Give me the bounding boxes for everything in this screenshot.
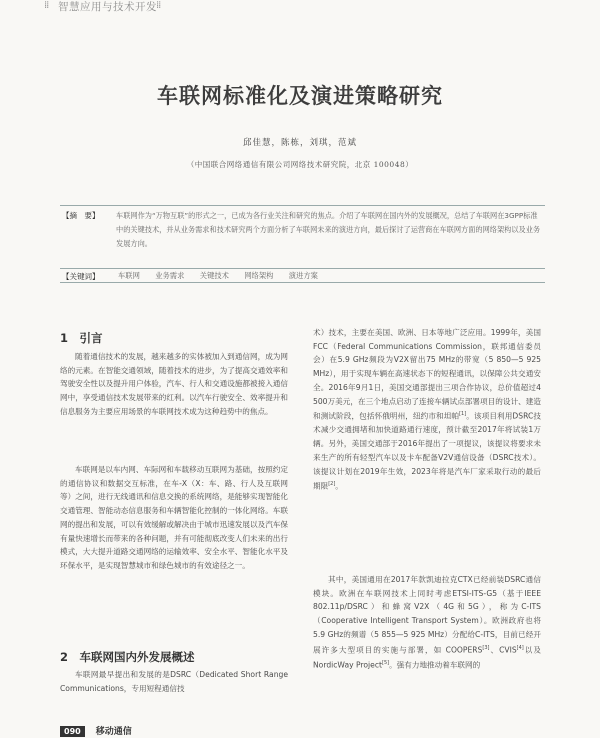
body-paragraph	[313, 326, 541, 494]
authors: 邱佳慧，陈栋，刘琪，范斌	[242, 138, 357, 148]
text-run: 。强有力地推动着车联网的	[389, 660, 481, 670]
keywords-row	[60, 268, 545, 283]
keyword: 演进方案	[288, 271, 318, 280]
journal-name: 移动通信	[95, 727, 132, 737]
text-run: 。	[335, 481, 343, 491]
body-paragraph: 车联网最早提出和发展的是DSRC（Dedicated Short Range Communications，专用短程通信技	[60, 670, 288, 693]
text-run: 其中，美国通用在2017年款凯迪拉克CTX已经前装DSRC通信模块。欧洲在车联网技术上同时考虑ETSI-ITS-G5（基于IEEE 802.11p/DSRC）和蜂窝V2X（4G和5G），称为C-ITS（Cooperative Intelligent Transport System）。欧洲政府也将5.9 GHz的频谱（5 855—5 925 MHz）分配给C-ITS，目前已经开展许多大型项目的实施与部署，如 COOPERS	[313, 575, 541, 655]
text-run: 以及NordicWay Project	[313, 645, 541, 670]
citation: [3]	[482, 644, 490, 651]
keyword: 关键技术	[199, 271, 229, 280]
header-decoration: ⁞⁞	[156, 0, 161, 11]
keywords-tag: 【关键词】	[62, 272, 100, 281]
keyword: 车联网	[118, 271, 140, 280]
keyword: 业务需求	[155, 271, 185, 280]
page-footer	[60, 719, 132, 738]
body-paragraph	[313, 573, 541, 672]
text-run: 。该项目利用DSRC技术减少交通拥堵和加快道路通行速度，预计截至2017年将试装1万辆。另外，美国交通部于2016年提出了一项提议，该提议将要求未来生产的所有轻型汽车以及卡车配备V2V通信设备（DSRC技术）。该提议计划在2019年生效，2023年将是汽车厂家采取行动的最后期限	[313, 411, 541, 491]
abstract-text: 车联网作为“万物互联”的形式之一，已成为各行业关注和研究的焦点。介绍了车联网在国内外的发展概况，总结了车联网在3GPP标准中的关键技术，并从业务需求和技术研究两个方面分析了车联网未来的演进方向，最后探讨了运营商在车联网方面的网络架构以及业务发展方向。	[116, 211, 541, 248]
citation: [5]	[382, 659, 390, 666]
citation: [1]	[459, 411, 467, 418]
article-title: 车联网标准化及演进策略研究	[157, 84, 443, 108]
section-heading-introduction: 1 引言	[60, 331, 103, 345]
citation: [4]	[516, 644, 524, 651]
page-number: 090	[60, 726, 85, 737]
keywords-list	[118, 271, 331, 281]
text-run: 、CVIS	[489, 645, 517, 655]
affiliation: （中国联合网络通信有限公司网络技术研究院，北京 100048）	[186, 160, 414, 169]
body-paragraph: 车联网是以车内网、车际网和车载移动互联网为基础，按照约定的通信协议和数据交互标准，在车-X（X：车、路、行人及互联网等）之间，进行无线通讯和信息交换的系统网络，是能够实现智能化交通管理、智能动态信息服务和车辆智能化控制的一体化网络。车联网的提出和发展，可以有效缓解或解决由于城市迅速发展以及汽车保有量快速增长而带来的各种问题，并有可能彻底改变人们未来的出行模式，大大提升道路交通网络的运输效率、安全水平、智能化水平及环保水平，是实现智慧城市和绿色城市的有效途径之一。	[60, 465, 288, 570]
running-header	[0, 0, 600, 12]
text-run: 术）技术，主要在美国、欧洲、日本等地广泛应用。1999年，美国 FCC（Federal Communications Commission，联邦通信委员会）在5.9 GHz频段为V2X留出75 MHz的带宽（5 850—5 925 MHz），用于实现车辆在高速状态下的短程通讯，以保障公共交通安全。2016年9月1日，美国交通部提出三项合作协议，总价值超过4 500万美元，在三个地点启动了连接车辆试点部署项目的设计、建造和测试阶段，包括怀俄明州，纽约市和坦帕	[313, 328, 541, 421]
keyword: 网络架构	[244, 271, 274, 280]
abstract-box	[60, 205, 545, 269]
column-label: 智慧应用与技术开发	[58, 1, 157, 13]
abstract-tag: 【摘 要】	[62, 211, 100, 220]
section-heading-overview: 2 车联网国内外发展概述	[60, 650, 195, 664]
citation: [2]	[328, 481, 336, 488]
body-paragraph: 随着通信技术的发展，越来越多的实体被加入到通信网，成为网络的元素。在智能交通领域，随着技术的进步，为了提高交通效率和驾驶安全性以及提升用户体验，汽车、行人和交通设施都被接入通信网中，享受通信技术发展带来的红利。以汽车行驶安全、效率提升和信息服务为主要应用场景的车联网技术成为这种趋势中的焦点。	[60, 352, 288, 416]
header-decoration: ⁞⁞	[44, 0, 49, 11]
